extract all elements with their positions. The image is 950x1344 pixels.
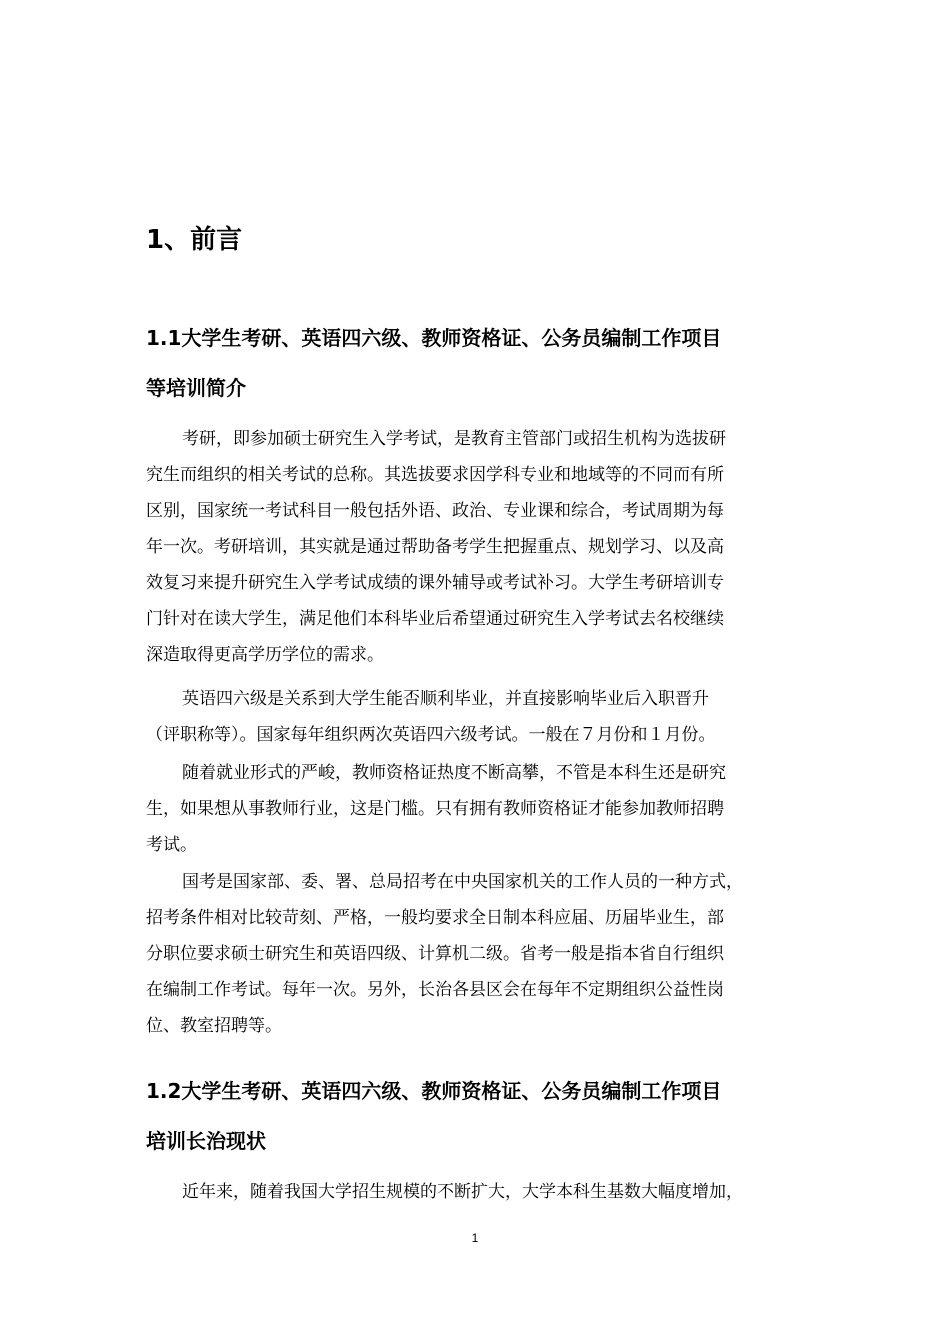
text-line: 区别，国家统一考试科目一般包括外语、政治、专业课和综合，考试周期为每 bbox=[146, 501, 724, 521]
section-1-2-heading bbox=[146, 1066, 806, 1166]
paragraph-teacher-certificate bbox=[146, 755, 808, 863]
text-line: 生，如果想从事教师行业，这是门槛。只有拥有教师资格证才能参加教师招聘 bbox=[146, 799, 724, 819]
heading-line: 培训长治现状 bbox=[146, 1129, 266, 1153]
text-line: （评职称等）。国家每年组织两次英语四六级考试。一般在７月份和１月份。 bbox=[146, 725, 716, 745]
paragraph-cet bbox=[146, 681, 808, 753]
text-line: 招考条件相对比较苛刻、严格，一般均要求全日制本科应届、历届毕业生，部 bbox=[146, 908, 724, 928]
text-line: 国考是国家部、委、署、总局招考在中央国家机关的工作人员的一种方式， bbox=[182, 872, 743, 892]
page-number: 1 bbox=[471, 1231, 479, 1245]
heading-line: 等培训简介 bbox=[146, 376, 246, 400]
text-line: 考研，即参加硕士研究生入学考试，是教育主管部门或招生机构为选拔研 bbox=[182, 429, 726, 449]
text-line: 近年来，随着我国大学招生规模的不断扩大，大学本科生基数大幅度增加， bbox=[182, 1182, 743, 1202]
text-line: 年一次。考研培训，其实就是通过帮助备考学生把握重点、规划学习、以及高 bbox=[146, 537, 724, 557]
paragraph-changzhi-status bbox=[146, 1174, 808, 1210]
text-line: 究生而组织的相关考试的总称。其选拔要求因学科专业和地域等的不同而有所 bbox=[146, 465, 724, 485]
section-1-1-heading bbox=[146, 313, 806, 413]
text-line: 门针对在读大学生，满足他们本科毕业后希望通过研究生入学考试去名校继续 bbox=[146, 609, 724, 629]
heading-line: 1.2大学生考研、英语四六级、教师资格证、公务员编制工作项目 bbox=[146, 1079, 722, 1103]
paragraph-civil-service bbox=[146, 864, 808, 1044]
text-line: 位、教室招聘等。 bbox=[146, 1016, 282, 1036]
chapter-heading: 1、前言 bbox=[146, 225, 243, 255]
heading-line: 1.1大学生考研、英语四六级、教师资格证、公务员编制工作项目 bbox=[146, 326, 722, 350]
text-line: 分职位要求硕士研究生和英语四级、计算机二级。省考一般是指本省自行组织 bbox=[146, 944, 724, 964]
text-line: 随着就业形式的严峻，教师资格证热度不断高攀，不管是本科生还是研究 bbox=[182, 763, 726, 783]
text-line: 效复习来提升研究生入学考试成绩的课外辅导或考试补习。大学生考研培训专 bbox=[146, 573, 724, 593]
text-line: 在编制工作考试。每年一次。另外，长治各县区会在每年不定期组织公益性岗 bbox=[146, 980, 724, 1000]
text-line: 英语四六级是关系到大学生能否顺利毕业，并直接影响毕业后入职晋升 bbox=[182, 689, 709, 709]
text-line: 考试。 bbox=[146, 835, 197, 855]
paragraph-kaoyan bbox=[146, 421, 808, 673]
text-line: 深造取得更高学历学位的需求。 bbox=[146, 645, 384, 665]
